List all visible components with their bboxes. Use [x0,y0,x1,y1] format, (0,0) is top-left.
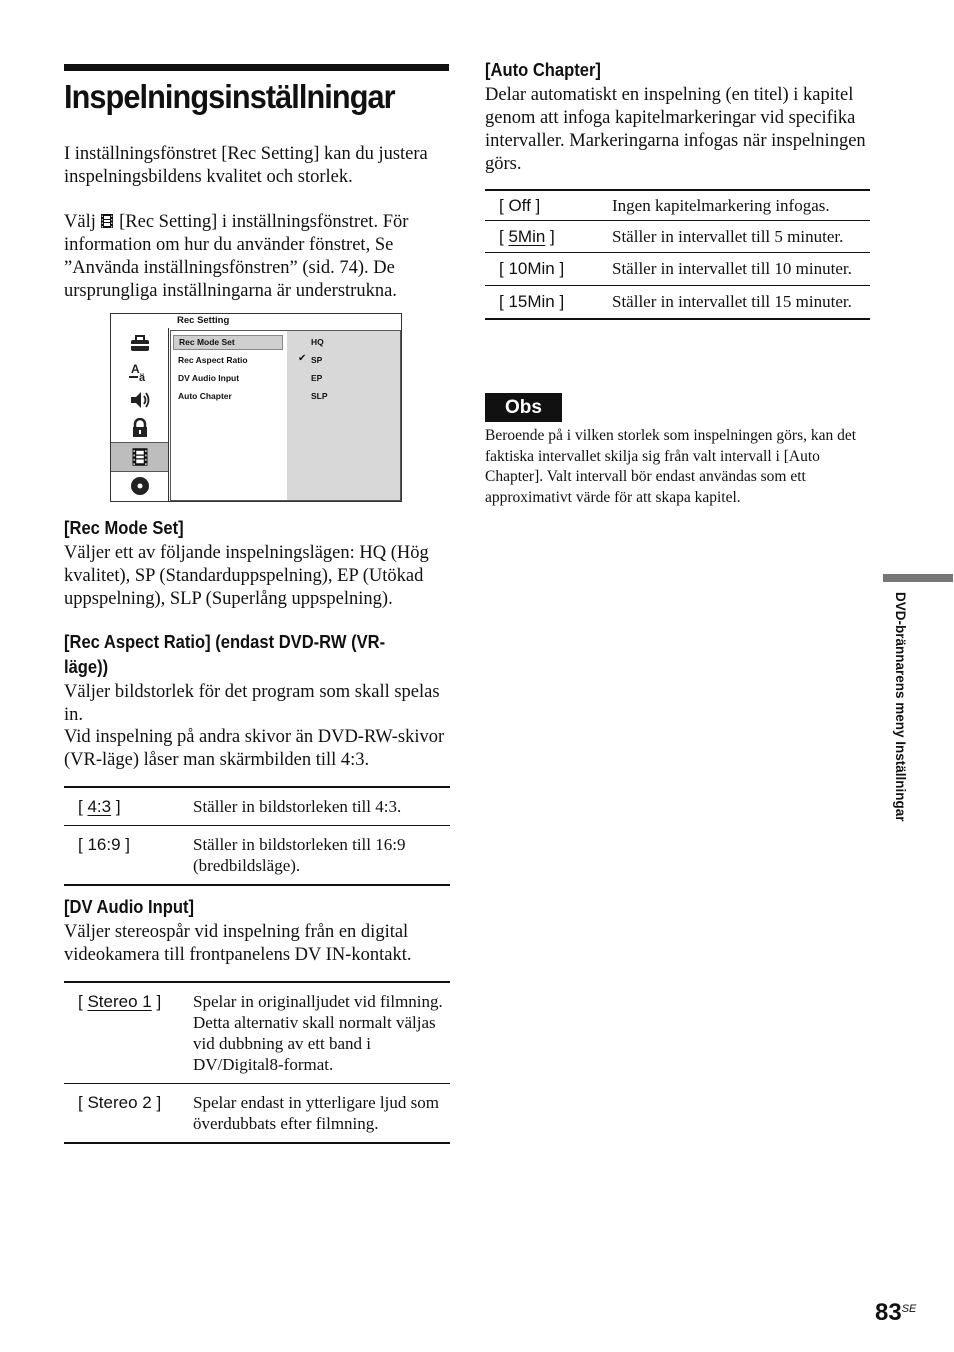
aspect-heading: [Rec Aspect Ratio] (endast DVD-RW (VR-läge)) [64,632,386,677]
page-title: Inspelningsinställningar [64,78,395,115]
film-icon [100,213,114,229]
table-row [64,1084,450,1144]
table-row [64,787,450,826]
svg-text:ä: ä [138,372,145,382]
intro-paragraph: I inställningsfönstret [Rec Setting] kan du justera inspelningsbildens kvalitet och storlek. [64,144,428,187]
lock-icon [111,414,168,442]
figure-settings-panel [170,330,401,501]
figure-icon-column [111,328,169,501]
page-suffix: SE [901,1303,917,1315]
option-description: Ställer in intervallet till 15 minuter. [612,292,852,311]
figure-value-ep[interactable]: EP [311,373,323,383]
obs-text: Beroende på i vilken storlek som inspelningen görs, kan det faktiska intervallet skilja sig från valt intervall i [Auto Chapter]. Valt intervall bör endast användas som ett approximativt värde för att skapa kapitel. [485,427,857,506]
intro-body: [Rec Setting] i inställningsfönstret. För information om hur du använder fönstret, Se ”Använda inställningsfönstren” (sid. 74). De ursprungliga inställningarna är understrukna. [64,212,409,301]
obs-badge: Obs [485,393,562,422]
table-row [485,253,870,286]
option-key: [ Stereo 1 ] [78,992,162,1011]
table-row [64,982,450,1084]
figure-value-slp[interactable]: SLP [311,391,328,401]
option-key: [ 16:9 ] [78,835,130,854]
option-key: [ 10Min ] [499,259,565,278]
option-key: [ 5Min ] [499,227,555,246]
table-row [485,221,870,253]
table-row [64,826,450,886]
option-description: Ingen kapitelmarkering infogas. [612,196,830,215]
figure-item-dv-audio-input[interactable]: DV Audio Input [178,373,240,383]
speaker-icon [111,386,168,414]
figure-item-rec-mode-set[interactable]: Rec Mode Set [173,335,283,350]
side-section-label: DVD-brännarens meny Inställningar [893,592,908,822]
aspect-text1: Väljer bildstorlek för det program som skall spelas in. [64,682,440,725]
intro-instructions [64,211,449,303]
aspect-options-table [64,786,450,886]
table-row [485,190,870,221]
figure-value-hq[interactable]: HQ [311,337,324,347]
option-key: [ 15Min ] [499,292,565,311]
option-key: [ 4:3 ] [78,797,121,816]
option-key: [ Off ] [499,196,541,215]
disc-icon [111,472,168,500]
auto-chapter-text: Delar automatiskt en inspelning (en titel) i kapitel genom att infoga kapitelmarkeringar vid specifika intervaller. Markeringarna infogas när inspelningen görs. [485,85,866,174]
intro-lead: Välj [64,212,96,232]
dv-audio-text: Väljer stereospår vid inspelning från en digital videokamera till frontpanelens DV IN-kontakt. [64,922,412,965]
language-icon [111,358,168,386]
option-description: Spelar in originalljudet vid filmning. Detta alternativ skall normalt väljas vid dubbning av ett band i DV/Digital8-format. [193,992,443,1074]
page-number: $83^{SE}$ [875,1299,917,1326]
option-description: Ställer in bildstorleken till 4:3. [193,797,402,816]
rec-setting-screenshot [110,313,402,502]
option-description: Ställer in intervallet till 5 minuter. [612,227,844,246]
option-description: Spelar endast in ytterligare ljud som överdubbats efter filmning. [193,1093,439,1133]
aspect-text2: Vid inspelning på andra skivor än DVD-RW-skivor (VR-läge) låser man skärmbilden till 4:3. [64,727,445,770]
option-description: Ställer in bildstorleken till 16:9 (bredbildsläge). [193,835,406,875]
rec-mode-heading: [Rec Mode Set] [64,518,184,538]
rec-mode-text: Väljer ett av följande inspelningslägen: HQ (Hög kvalitet), SP (Standarduppspelning), EP (Utökad uppspelning), SLP (Superlång uppspelning). [64,543,429,609]
figure-header: Rec Setting [177,315,230,326]
figure-item-auto-chapter[interactable]: Auto Chapter [178,391,232,401]
film-icon [111,442,168,472]
dv-audio-options-table [64,981,450,1144]
title-rule [64,64,449,71]
table-row [485,286,870,320]
auto-chapter-options-table [485,189,870,320]
toolbox-icon [111,330,168,358]
svg-text:A: A [130,362,140,376]
option-key: [ Stereo 2 ] [78,1093,162,1112]
side-tab-marker [883,574,953,582]
figure-item-rec-aspect-ratio[interactable]: Rec Aspect Ratio [178,355,248,365]
checkmark-icon: ✔ [298,353,307,364]
figure-value-sp[interactable]: SP [311,355,323,365]
dv-audio-heading: [DV Audio Input] [64,897,194,917]
option-description: Ställer in intervallet till 10 minuter. [612,259,852,278]
auto-chapter-heading: [Auto Chapter] [485,60,601,80]
